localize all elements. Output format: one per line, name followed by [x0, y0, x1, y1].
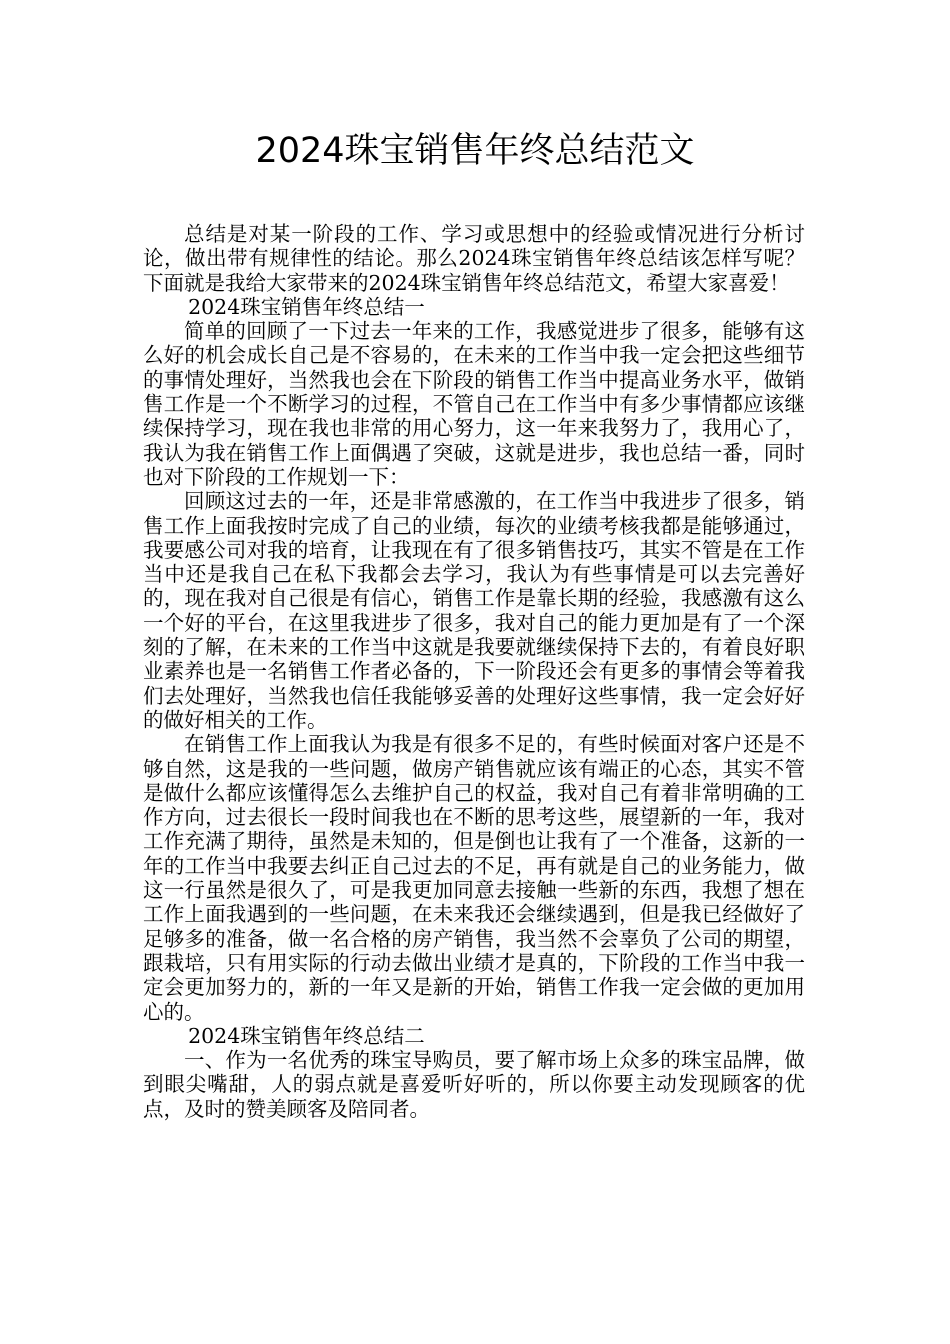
section-heading-two: 2024珠宝销售年终总结二: [188, 1023, 425, 1048]
document-body: [143, 222, 805, 1121]
body-paragraph: 在销售工作上面我认为我是有很多不足的，有些时候面对客户还是不够自然，这是我的一些问题，做房产销售就应该有端正的心态，其实不管是做什么都应该懂得怎么去维护自己的权益，我对自己有着非常明确的工作方向，过去很长一段时间我也在不断的思考这些，展望新的一年，我对工作充满了期待，虽然是未知的，但是倒也让我有了一个准备，这新的一年的工作当中我要去纠正自己过去的不足，再有就是自己的业务能力，做这一行虽然是很久了，可是我更加同意去接触一些新的东西，我想了想在工作上面我遇到的一些问题，在未来我还会继续遇到，但是我已经做好了足够多的准备，做一名合格的房产销售，我当然不会辜负了公司的期望，跟栽培，只有用实际的行动去做出业绩才是真的，下阶段的工作当中我一定会更加努力的，新的一年又是新的开始，销售工作我一定会做的更加用心的。: [143, 732, 805, 1024]
section-heading-one: 2024珠宝销售年终总结一: [188, 294, 425, 319]
body-paragraph: 回顾这过去的一年，还是非常感激的，在工作当中我进步了很多，销售工作上面我按时完成了自己的业绩，每次的业绩考核我都是能够通过，我要感公司对我的培育，让我现在有了很多销售技巧，其实不管是在工作当中还是我自己在私下我都会去学习，我认为有些事情是可以去完善好的，现在我对自己很是有信心，销售工作是靠长期的经验，我感激有这么一个好的平台，在这里我进步了很多，我对自己的能力更加是有了一个深刻的了解，在未来的工作当中这就是我要就继续保持下去的，有着良好职业素养也是一名销售工作者必备的，下一阶段还会有更多的事情会等着我们去处理好，当然我也信任我能够妥善的处理好这些事情，我一定会好好的做好相关的工作。: [143, 489, 805, 732]
document-title: 2024珠宝销售年终总结范文: [255, 131, 695, 171]
body-paragraph: 简单的回顾了一下过去一年来的工作，我感觉进步了很多，能够有这么好的机会成长自己是不容易的，在未来的工作当中我一定会把这些细节的事情处理好，当然我也会在下阶段的销售工作当中提高业务水平，做销售工作是一个不断学习的过程，不管自己在工作当中有多少事情都应该继续保持学习，现在我也非常的用心努力，这一年来我努力了，我用心了，我认为我在销售工作上面偶遇了突破，这就是进步，我也总结一番，同时也对下阶段的工作规划一下：: [143, 319, 805, 489]
intro-paragraph: 总结是对某一阶段的工作、学习或思想中的经验或情况进行分析讨论，做出带有规律性的结论。那么2024珠宝销售年终总结该怎样写呢？下面就是我给大家带来的2024珠宝销售年终总结范文，希望大家喜爱！: [143, 222, 805, 295]
body-paragraph: 一、作为一名优秀的珠宝导购员，要了解市场上众多的珠宝品牌，做到眼尖嘴甜，人的弱点就是喜爱听好听的，所以你要主动发现顾客的优点，及时的赞美顾客及陪同者。: [143, 1048, 805, 1121]
